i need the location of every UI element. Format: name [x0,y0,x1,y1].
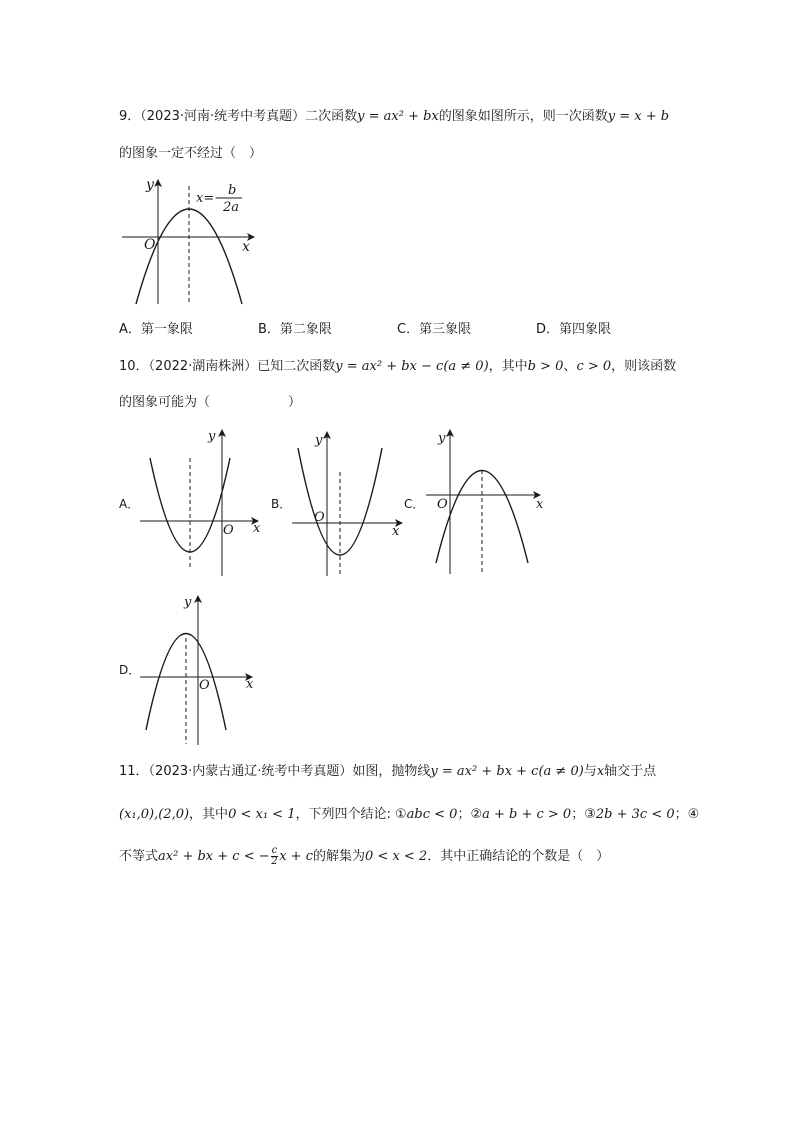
q9-option-d[interactable]: D．第四象限 [536,322,612,337]
q11-line3 [119,846,609,867]
q11-line2: (x₁,0),(2,0)，其中0 < x₁ < 1，下列四个结论: ①abc < 0；②a + b + c > 0；③2b + 3c < 0；④ [119,807,700,822]
q11-fraction [271,846,279,867]
q10-option-b-label[interactable]: B． [271,497,292,511]
q11-inequality-left: ax² + bx + c < − [158,849,270,864]
q9-frac-num: b [228,183,237,198]
q9-x-label: x [242,239,250,255]
q10-b-y-label: y [315,433,323,448]
q11-conclusion-1: abc < 0 [406,807,458,822]
q10-text-a: 已知二次函数 [257,359,336,374]
q11-inequality-right: x + c [279,849,313,864]
q11-text-b: 与 [583,764,597,779]
q11-conclusion-1-mark: ① [395,807,407,822]
q9-option-c[interactable]: C．第三象限 [397,322,472,337]
q10-b-x-label: x [392,524,400,539]
q10-b-origin-label: O [314,510,325,525]
q10-option-d-label[interactable]: D． [119,663,141,677]
q11-condition: 0 < x₁ < 1 [228,807,296,822]
q11-line3-a: 不等式 [119,849,159,864]
q10-text-b: ，其中 [488,359,528,374]
q11-text-a: 如图，抛物线 [352,764,431,779]
q9-equation-2: y = x + b [607,109,670,124]
q11-conclusion-2-mark: ② [470,807,483,822]
q10-a-y-label: y [208,429,216,444]
q10-condition-2: c > 0 [576,359,612,374]
q10-text-c: ，则该函数 [611,359,677,374]
q11-text-e: ，下列四个结论: [295,807,391,822]
q11-frac-den: 2 [271,856,278,867]
q11-line1 [119,762,656,782]
q11-conclusion-3: 2b + 3c < 0 [595,807,675,822]
q9-text-a: 二次函数 [305,109,358,124]
q10-d-x-label: x [246,677,254,692]
q11-conclusion-3-mark: ③ [584,807,596,822]
q10-equation: y = ax² + bx − c(a ≠ 0) [335,359,489,374]
q10-option-a-graph[interactable] [138,428,268,578]
q9-figure [118,176,268,311]
q10-line2: 的图象可能为（ ） [119,395,302,410]
q10-source: （2022·湖南株洲） [148,359,258,374]
q10-number: 10． [119,359,149,374]
q11-frac-num: c [271,845,278,856]
q9-option-a[interactable]: A．第一象限 [119,322,193,337]
q11-points: (x₁,0),(2,0) [119,807,190,822]
q11-conclusion-4-mark: ④ [687,807,700,822]
q10-separator: 、 [563,359,577,374]
q11-text-c: 轴交于点 [604,764,657,779]
q10-option-c-graph[interactable] [424,428,544,578]
q11-number: 11． [119,764,149,779]
q9-option-b[interactable]: B．第二象限 [258,322,332,337]
q9-text-b: 的图象如图所示，则一次函数 [438,109,608,124]
q11-line3-c: ．其中正确结论的个数是（ ） [427,849,610,864]
q10-d-origin-label: O [199,678,210,693]
q10-option-d-graph[interactable] [138,592,268,747]
q10-d-y-label: y [184,595,192,610]
q10-c-origin-label: O [437,497,448,512]
q11-source: （2023·内蒙古通辽·统考中考真题） [148,764,353,779]
q9-origin-label: O [144,237,156,253]
q10-line1 [119,357,676,377]
q10-a-origin-label: O [223,523,234,538]
q11-x-var: x [596,764,605,779]
q11-solution: 0 < x < 2 [365,849,428,864]
q10-condition-1: b > 0 [527,359,564,374]
q10-c-x-label: x [536,497,544,512]
q9-axis-label: x=− [196,191,226,206]
q9-y-label: y [146,177,154,193]
q11-text-d: ，其中 [189,807,229,822]
q9-source: （2023·河南·统考中考真题） [140,109,306,124]
q10-c-y-label: y [438,431,446,446]
q10-option-c-label[interactable]: C． [404,497,425,511]
q10-option-a-label[interactable]: A． [119,497,140,511]
q10-option-b-graph[interactable] [290,428,410,578]
q10-a-x-label: x [253,521,261,536]
q9-frac-den: 2a [223,200,240,215]
q9-equation-1: y = ax² + bx [357,109,439,124]
q9-line1 [119,107,669,127]
q11-line3-b: 的解集为 [313,849,366,864]
q11-equation: y = ax² + bx + c(a ≠ 0) [430,764,584,779]
q9-line2: 的图象一定不经过（ ） [119,146,263,161]
q11-conclusion-2: a + b + c > 0 [482,807,572,822]
q9-number: 9． [119,109,141,124]
